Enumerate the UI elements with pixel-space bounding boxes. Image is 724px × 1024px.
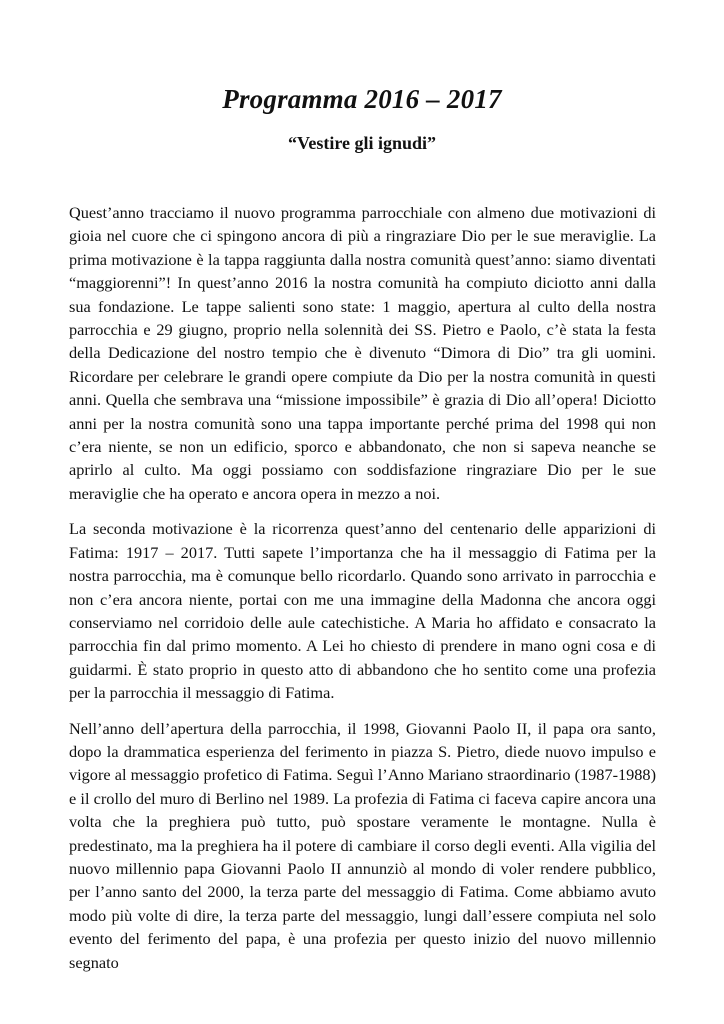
paragraph-1: Quest’anno tracciamo il nuovo programma parrocchiale con almeno due motivazioni di gioia nel cuore che ci spingono ancora di più a ringraziare Dio per le sue meraviglie. La prima motivazione è la tappa raggiunta dalla nostra comunità quest’anno: siamo diventati “maggiorenni”! In quest’anno 2016 la nostra comunità ha compiuto diciotto anni dalla sua fondazione. Le tappe salienti sono state: 1 maggio, apertura al culto della nostra parrocchia e 29 giugno, proprio nella solennità dei SS. Pietro e Paolo, c’è stata la festa della Dedicazione del nostro tempio che è divenuto “Dimora di Dio” tra gli uomini. Ricordare per celebrare le grandi opere compiute da Dio per la nostra comunità in questi anni. Quella che sembrava una “missione impossibile” è grazia di Dio all’opera! Diciotto anni per la nostra comunità sono una tappa importante perché prima del 1998 qui non c’era niente, se non un edificio, sporco e abbandonato, che non si sapeva neanche se aprirlo al culto. Ma oggi possiamo con soddisfazione ringraziare Dio per le sue meraviglie che ha operato e ancora opera in mezzo a noi. — [69, 203, 656, 503]
page-subtitle: “Vestire gli ignudi” — [287, 133, 437, 153]
paragraph-2: La seconda motivazione è la ricorrenza quest’anno del centenario delle apparizioni di Fatima: 1917 – 2017. Tutti sapete l’importanza che ha il messaggio di Fatima per la nostra parrocchia, ma è comunque bello ricordarlo. Quando sono arrivato in parrocchia e non c’era ancora niente, portai con me una immagine della Madonna che ancora oggi conserviamo nel corridoio delle aule catechistiche. A Maria ho affidato e consacrato la parrocchia fin dal primo momento. A Lei ho chiesto di prendere in mano ogni cosa e di guidarmi. È stato proprio in questo atto di abbandono che ho sentito come una profezia per la parrocchia il messaggio di Fatima. — [69, 519, 656, 703]
paragraph-3: Nell’anno dell’apertura della parrocchia, il 1998, Giovanni Paolo II, il papa ora santo, dopo la drammatica esperienza del ferimento in piazza S. Pietro, diede nuovo impulso e vigore al messaggio profetico di Fatima. Seguì l’Anno Mariano straordinario (1987-1988) e il crollo del muro di Berlino nel 1989. La profezia di Fatima ci faceva capire ancora una volta che la preghiera può tutto, può spostare veramente le montagne. Nulla è predestinato, ma la preghiera ha il potere di cambiare il corso degli eventi. Alla vigilia del nuovo millennio papa Giovanni Paolo II annunziò al mondo di voler rendere pubblico, per l’anno santo del 2000, la terza parte del messaggio di Fatima. Come abbiamo avuto modo più volte di dire, la terza parte del messaggio, lungi dall’essere compiuta nel solo evento del ferimento del papa, è una profezia per questo inizio del nuovo millennio segnato — [69, 718, 656, 972]
body-text — [69, 201, 656, 986]
page-title: Programma 2016 – 2017 — [222, 84, 502, 114]
